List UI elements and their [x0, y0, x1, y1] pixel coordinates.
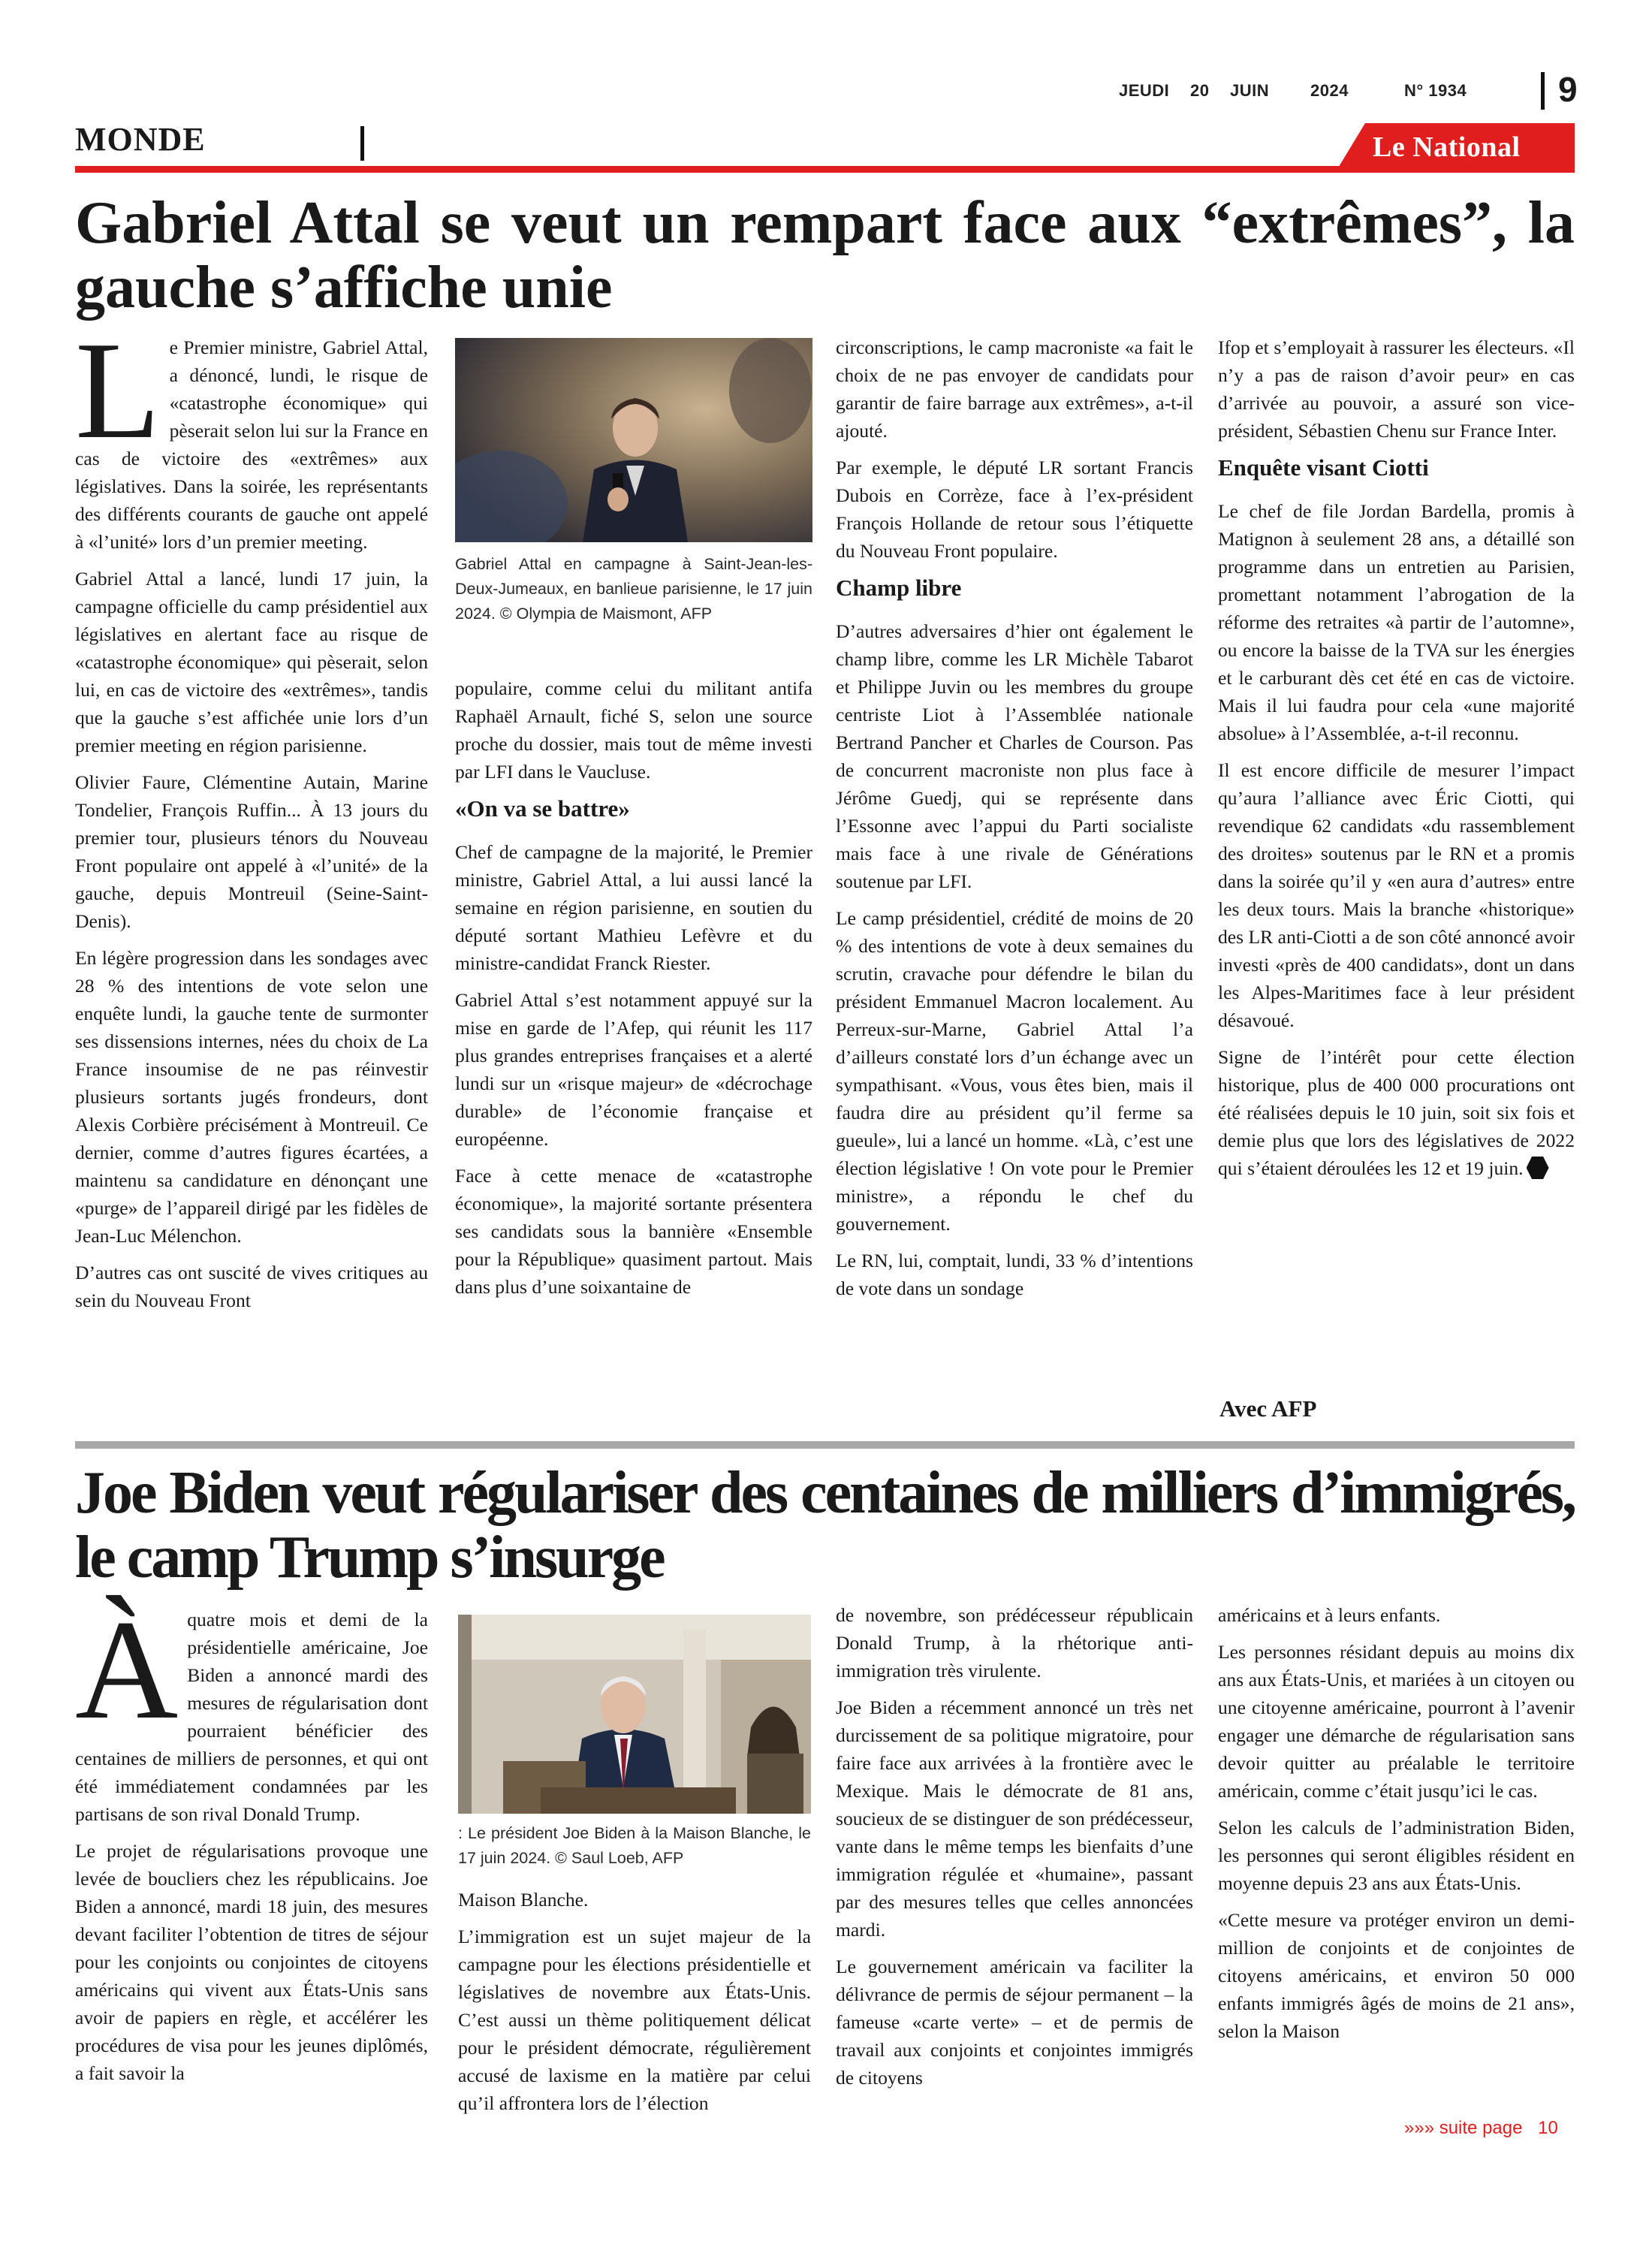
section-label: MONDE — [75, 121, 206, 158]
article2-column-4 — [1218, 1601, 1575, 2054]
article2-c2-p1: Maison Blanche. — [458, 1889, 589, 1911]
article2-c1-p1: quatre mois et demi de la présidentielle américaine, Joe Biden a annoncé mardi des mesures de régularisation dont pourraient bénéficier des centaines de milliers de personnes, et qui ont été immédiatement condamnées par les partisans de son rival Donald Trump. — [75, 1609, 428, 1825]
article2-photo-caption: : Le président Joe Biden à la Maison Blanche, le 17 juin 2024. © Saul Loeb, AFP — [458, 1824, 811, 1867]
article1-subhead-3: Enquête visant Ciotti — [1218, 454, 1429, 481]
article2-c4-p2: Les personnes résidant depuis au moins dix ans aux États-Unis, et mariées à un citoyen ou une citoyenne américaine, pourront à l’avenir engager une démarche de régularisation sans devoir quitter au préalable le territoire américain, comme c’était jusqu’ici le cas. — [1218, 1641, 1575, 1802]
header-issue: N° 1934 — [1404, 81, 1467, 100]
continued-label: »»» suite page — [1404, 2118, 1523, 2138]
article2-c3-p1: de novembre, son prédécesseur républicain Donald Trump, à la rhétorique anti-immigration très virulente. — [836, 1604, 1193, 1681]
article2-dropcap: À — [75, 1591, 179, 1749]
article1-signature: Avec AFP — [1219, 1395, 1317, 1422]
article1-c2-intro: populaire, comme celui du militant antifa Raphaël Arnault, fiché S, selon une source proche du dossier, mais tout de même investi par LFI dans le Vaucluse. — [455, 677, 812, 783]
article1-title: Gabriel Attal se veut un rempart face aux “extrêmes”, la gauche s’affiche unie — [75, 190, 1575, 321]
article1-c3-p1: circonscriptions, le camp macroniste «a fait le choix de ne pas envoyer de candidats pour garantir de faire barrage aux extrêmes», a-t-il ajouté. — [836, 336, 1193, 442]
header-day: JEUDI — [1119, 81, 1170, 100]
brand-name: Le National — [1373, 131, 1521, 163]
article2-c4-p3: Selon les calculs de l’administration Biden, les personnes qui seront éligibles résident en moyenne depuis 23 ans aux États-Unis. — [1218, 1817, 1575, 1894]
article1-c4-p1: Ifop et s’employait à rassurer les électeurs. «Il n’y a pas de raison d’avoir peur» en cas d’arrivée au pouvoir, a assuré son vice-président, Sébastien Chenu sur France Inter. — [1218, 336, 1575, 442]
article2-column-1 — [75, 1591, 428, 2096]
article1-c1-p4: En légère progression dans les sondages avec 28 % des intentions de vote selon une enquête lundi, la gauche tente de surmonter ses dissensions internes, nées du choix de La France insoumise de ne pas réinvestir plusieurs sortants jugés frondeurs, dont Alexis Corbière précisément à Montreuil. Ce dernier, comme d’autres figures écartées, a maintenu sa candidature en dénonçant une «purge» de l’appareil dirigé par les fidèles de Jean-Luc Mélenchon. — [75, 947, 428, 1247]
article1-c2-p1: Chef de campagne de la majorité, le Premier ministre, Gabriel Attal, a lui aussi lancé la semaine en région parisienne, en soutien du député sortant Mathieu Lefèvre et du ministre-candidat Franck Riester. — [455, 841, 812, 974]
article1-c2-p2: Gabriel Attal s’est notamment appuyé sur la mise en garde de l’Afep, qui réunit les 117 plus grandes entreprises françaises et a alerté lundi sur un «risque majeur» de «décrochage durable» de l’économie française et européenne. — [455, 989, 812, 1150]
article1-photo-caption: Gabriel Attal en campagne à Saint-Jean-les-Deux-Jumeaux, en banlieue parisienne, le 17 juin 2024. © Olympia de Maismont, AFP — [455, 555, 812, 623]
article1-c3-p4: Le camp présidentiel, crédité de moins de 20 % des intentions de vote à deux semaines du scrutin, cravache pour défendre le bilan du président Emmanuel Macron localement. Au Perreux-sur-Marne, Gabriel Attal l’a d’ailleurs constaté lors d’un échange avec un sympathisant. «Vous, vous êtes bien, mais il faudra dire au président qu’il ferme sa gueule», lui a lancé un homme. «Là, c’est une élection législative ! On vote pour le Premier ministre», a répondu le chef du gouvernement. — [836, 907, 1193, 1235]
article1-c4-p3: Il est encore difficile de mesurer l’impact qu’aura l’alliance avec Éric Ciotti, qui revendique 62 candidats «du rassemblement des droites» soutenus par le RN et a promis dans la soirée qu’il y «en aura d’autres» entre les deux tours. Mais la branche «historique» des LR anti-Ciotti a de son côté annoncé avoir investi «près de 400 candidats», dont un dans les Alpes-Maritimes face à leur président désavoué. — [1218, 759, 1575, 1031]
article1-c3-p2: Par exemple, le député LR sortant Francis Dubois en Corrèze, face à l’ex-président François Hollande de retour sous l’étiquette du Nouveau Front populaire. — [836, 457, 1193, 562]
continued-page: 10 — [1538, 2118, 1558, 2138]
section-divider — [360, 126, 364, 161]
article2-c1-p2: Le projet de régularisations provoque une levée de boucliers chez les républicains. Joe Biden a annoncé, mardi 18 juin, des mesures devant faciliter l’obtention de titres de séjour pour les conjoints ou conjointes de citoyens américains qui vivent aux États-Unis sans avoir de papiers en règle, et accélérer les procédures de visa pour les jeunes diplômés, a fait savoir la — [75, 1840, 428, 2084]
header-year: 2024 — [1310, 81, 1349, 100]
article1-c1-p5: D’autres cas ont suscité de vives critiques au sein du Nouveau Front — [75, 1262, 428, 1311]
article1-c1-p3: Olivier Faure, Clémentine Autain, Marine Tondelier, François Ruffin... À 13 jours du premier tour, plusieurs ténors du Nouveau Front populaire ont appelé à «l’unité» de la gauche, depuis Montreuil (Seine-Saint-Denis). — [75, 771, 428, 932]
header-month: JUIN — [1230, 81, 1270, 100]
article1-column-4 — [1218, 333, 1575, 1191]
article2-photo — [458, 1615, 811, 1814]
page-number: 9 — [1558, 70, 1578, 109]
article1-column-3 — [836, 333, 1193, 1311]
article1-c3-p3: D’autres adversaires d’hier ont également le champ libre, comme les LR Michèle Tabarot et Philippe Juvin ou les membres du groupe centriste Liot à l’Assemblée nationale Bertrand Pancher et Charles de Courson. Pas de concurrent macroniste non plus face à Jérôme Guedj, qui se représente dans l’Essonne avec l’appui du Parti socialiste mais face à une rivale de Générations soutenue par LFI. — [836, 620, 1193, 892]
article2-c4-p4: «Cette mesure va protéger environ un demi-million de conjoints et de conjointes de citoyens américains, et environ 50 000 enfants immigrés âgés de moins de 21 ans», selon la Maison — [1218, 1909, 1575, 2042]
article1-c3-p5: Le RN, lui, comptait, lundi, 33 % d’intentions de vote dans un sondage — [836, 1250, 1193, 1299]
article2-title: Joe Biden veut régulariser des centaines de milliers d’immigrés, le camp Trump s’insurge — [75, 1460, 1575, 1591]
article1-subhead-2: Champ libre — [836, 575, 962, 601]
end-of-article-icon — [1527, 1157, 1549, 1179]
article1-photo — [455, 338, 812, 542]
article2-c3-p2: Joe Biden a récemment annoncé un très net durcissement de sa politique migratoire, pour faire face aux arrivées à la frontière avec le Mexique. Mais le démocrate de 81 ans, soucieux de se distinguer de son prédécesseur, vante dans le même temps les bienfaits d’une immigration régulée et «humaine», passant par des mesures telles que celles annoncées mardi. — [836, 1697, 1193, 1941]
article2-column-2 — [458, 1886, 811, 2126]
article2-column-3 — [836, 1601, 1193, 2101]
article2-c4-p1: américains et à leurs enfants. — [1218, 1604, 1441, 1626]
article2-c3-p3: Le gouvernement américain va faciliter la délivrance de permis de séjour permanent – la fameuse «carte verte» – et de permis de travail aux conjoints et conjointes immigrés de citoyens — [836, 1956, 1193, 2089]
continued-link[interactable] — [1404, 2118, 1558, 2139]
article1-c1-p1: e Premier ministre, Gabriel Attal, a dénoncé, lundi, le risque de «catastrophe économique» qui pèserait selon lui sur la France en cas de victoire des «extrêmes» aux législatives. Dans la soirée, les représentants des différents courants de gauche ont appelé à «l’unité» lors d’un premier meeting. — [75, 336, 428, 553]
article1-c1-p2: Gabriel Attal a lancé, lundi 17 juin, la campagne officielle du camp présidentiel aux législatives en alertant face au risque de «catastrophe économique» qui pèserait, selon lui, en cas de victoire des «extrêmes», tandis que la gauche s’est affichée unie lors d’un premier meeting en région parisienne. — [75, 568, 428, 756]
header-rule — [75, 166, 1575, 173]
article1-c2-p3: Face à cette menace de «catastrophe économique», la majorité sortante présentera ses candidats sous la bannière «Ensemble pour la République» quasiment partout. Mais dans plus d’une soixantaine de — [455, 1165, 812, 1298]
article1-column-2 — [455, 674, 812, 1310]
article1-c4-p4: Signe de l’intérêt pour cette élection historique, plus de 400 000 procurations ont été réalisées depuis le 10 juin, soit six fois et demie plus que lors des législatives de 2022 qui s’étaient déroulées les 12 et 19 juin. — [1218, 1046, 1575, 1179]
article2-c2-p2: L’immigration est un sujet majeur de la campagne pour les élections présidentielle et législatives de novembre aux États-Unis. C’est aussi un thème politiquement délicat pour le président démocrate, régulièrement accusé de laxisme en la matière par celui qu’il affrontera lors de l’élection — [458, 1926, 811, 2114]
article1-column-1 — [75, 313, 428, 1323]
page-number-divider — [1541, 72, 1545, 110]
article1-c4-p2: Le chef de file Jordan Bardella, promis à Matignon à seulement 28 ans, a détaillé son programme dans un entretien au Parisien, promettant notamment l’abrogation de la réforme des retraites «à partir de l’automne», ou encore la baisse de la TVA sur les énergies et le carburant dès cet été en cas de victoire. Mais il lui faudra pour cela «une majorité absolue» à l’Assemblée, a-t-il reconnu. — [1218, 500, 1575, 744]
header-date: 20 — [1190, 81, 1210, 100]
article-separator — [75, 1441, 1575, 1449]
article1-dropcap: L — [75, 313, 161, 468]
article1-subhead-1: «On va se battre» — [455, 795, 630, 822]
